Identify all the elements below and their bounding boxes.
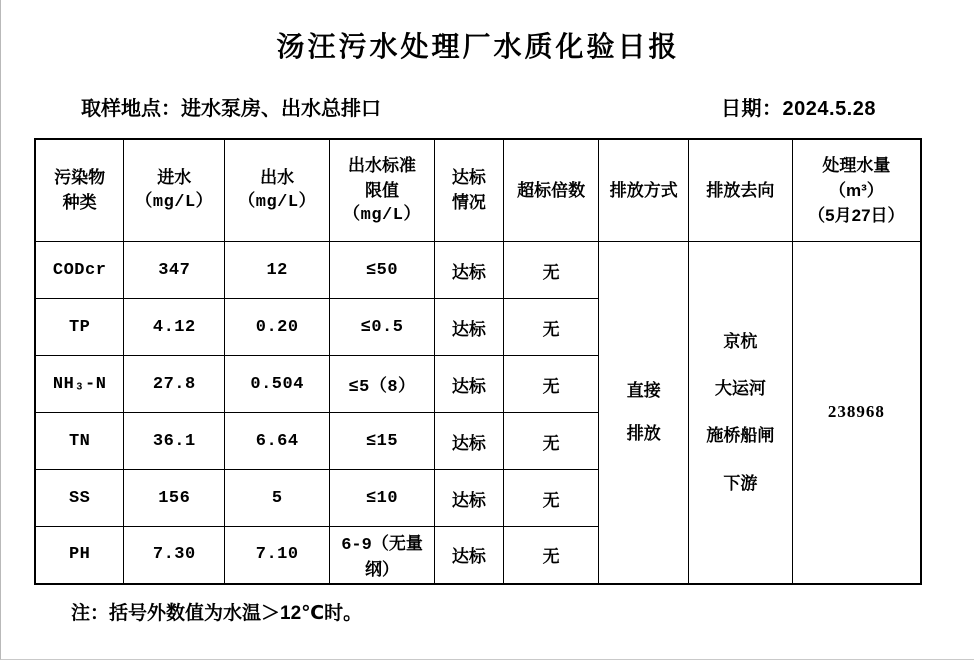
- exceed-cell: 无: [503, 242, 599, 299]
- outflow-value-cell: 0.20: [225, 299, 330, 356]
- limit-value-cell: ≤5（8）: [330, 356, 435, 413]
- inflow-value-cell: 4.12: [124, 299, 225, 356]
- header-inflow: 进水 （mg/L）: [124, 139, 225, 242]
- header-discharge-destination: 排放去向: [689, 139, 793, 242]
- header-discharge-method: 排放方式: [599, 139, 689, 242]
- limit-value-cell: 6-9（无量纲）: [330, 527, 435, 584]
- limit-value-cell: ≤10: [330, 470, 435, 527]
- pollutant-name-cell: CODcr: [35, 242, 124, 299]
- pollutant-name-cell: TP: [35, 299, 124, 356]
- pollutant-name-cell: TN: [35, 413, 124, 470]
- limit-value-cell: ≤0.5: [330, 299, 435, 356]
- exceed-cell: 无: [503, 470, 599, 527]
- outflow-value-cell: 0.504: [225, 356, 330, 413]
- header-exceed-multiple: 超标倍数: [503, 139, 599, 242]
- compliance-cell: 达标: [434, 413, 503, 470]
- inflow-value-cell: 7.30: [124, 527, 225, 584]
- inflow-value-cell: 36.1: [124, 413, 225, 470]
- pollutant-name-cell: NH₃-N: [35, 356, 124, 413]
- table-header-row: [35, 139, 921, 242]
- discharge-method-cell: 直接 排放: [599, 242, 689, 584]
- report-page: [34, 0, 922, 625]
- outflow-value-cell: 6.64: [225, 413, 330, 470]
- table-row-codcr: [35, 242, 921, 299]
- compliance-cell: 达标: [434, 470, 503, 527]
- pollutant-name-cell: PH: [35, 527, 124, 584]
- exceed-cell: 无: [503, 356, 599, 413]
- sampling-location-label: 取样地点：进水泵房、出水总排口: [81, 97, 381, 120]
- footnote: 注：括号外数值为水温＞12℃时。: [71, 602, 363, 624]
- header-treated-volume: 处理水量 （m³） （5月27日）: [792, 139, 921, 242]
- outflow-value-cell: 12: [225, 242, 330, 299]
- exceed-cell: 无: [503, 413, 599, 470]
- inflow-value-cell: 27.8: [124, 356, 225, 413]
- pollutant-name-cell: SS: [35, 470, 124, 527]
- report-date-label: 日期：2024.5.28: [721, 97, 876, 120]
- discharge-destination-cell: 京杭 大运河 施桥船闸 下游: [689, 242, 793, 584]
- limit-value-cell: ≤15: [330, 413, 435, 470]
- header-outflow: 出水 （mg/L）: [225, 139, 330, 242]
- compliance-cell: 达标: [434, 242, 503, 299]
- header-pollutant-type: 污染物 种类: [35, 139, 124, 242]
- limit-value-cell: ≤50: [330, 242, 435, 299]
- outflow-value-cell: 7.10: [225, 527, 330, 584]
- inflow-value-cell: 156: [124, 470, 225, 527]
- meta-row: [34, 92, 922, 121]
- header-compliance: 达标 情况: [434, 139, 503, 242]
- compliance-cell: 达标: [434, 527, 503, 584]
- compliance-cell: 达标: [434, 356, 503, 413]
- inflow-value-cell: 347: [124, 242, 225, 299]
- compliance-cell: 达标: [434, 299, 503, 356]
- water-quality-table: [34, 138, 922, 585]
- exceed-cell: 无: [503, 299, 599, 356]
- exceed-cell: 无: [503, 527, 599, 584]
- header-outflow-limit: 出水标准 限值 （mg/L）: [330, 139, 435, 242]
- outflow-value-cell: 5: [225, 470, 330, 527]
- treated-volume-cell: 238968: [792, 242, 921, 584]
- report-title: 汤汪污水处理厂水质化验日报: [276, 31, 680, 62]
